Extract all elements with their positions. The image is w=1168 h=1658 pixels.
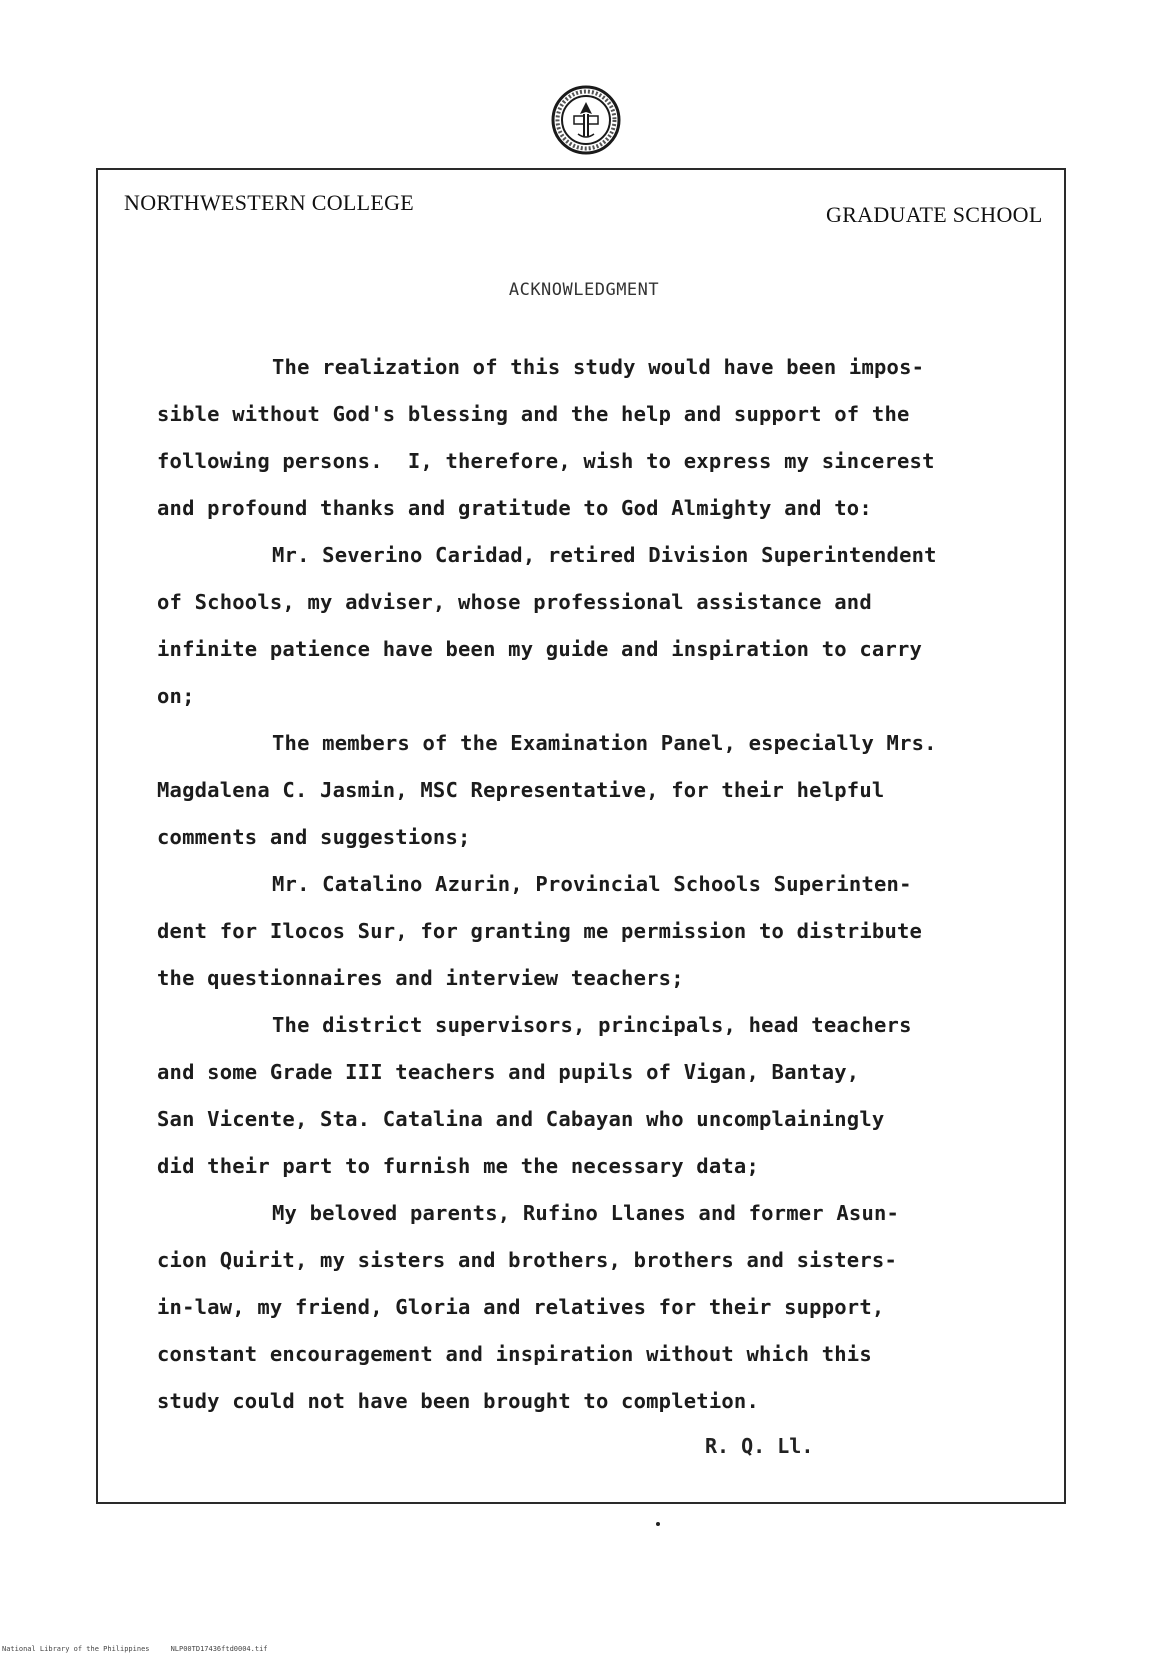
text-line: comments and suggestions;: [157, 825, 471, 849]
text-line: dent for Ilocos Sur, for granting me permission to distribute: [157, 919, 923, 943]
text-line: did their part to furnish me the necessary data;: [157, 1154, 760, 1178]
text-line: The realization of this study would have been impos-: [272, 355, 925, 379]
text-line: My beloved parents, Rufino Llanes and former Asun-: [272, 1201, 900, 1225]
page-title: ACKNOWLEDGMENT: [508, 280, 660, 300]
text-line: Mr. Severino Caridad, retired Division Superintendent: [272, 543, 937, 567]
text-line: on;: [157, 684, 195, 708]
text-line: Mr. Catalino Azurin, Provincial Schools Superinten-: [272, 872, 912, 896]
text-line: in-law, my friend, Gloria and relatives for their support,: [157, 1295, 885, 1319]
text-line: and some Grade III teachers and pupils of Vigan, Bantay,: [157, 1060, 860, 1084]
school-name: GRADUATE SCHOOL: [826, 202, 1043, 227]
college-seal-icon: [550, 84, 622, 156]
text-line: and profound thanks and gratitude to God Almighty and to:: [157, 496, 872, 520]
scan-footer: National Library of the Philippines NLP00TD17436ftd0004.tif: [2, 1645, 268, 1653]
acknowledgment-body: [157, 344, 1037, 1425]
text-line: cion Quirit, my sisters and brothers, brothers and sisters-: [157, 1248, 897, 1272]
text-line: constant encouragement and inspiration without which this: [157, 1342, 872, 1366]
text-line: study could not have been brought to completion.: [157, 1389, 760, 1413]
text-line: San Vicente, Sta. Catalina and Cabayan who uncomplainingly: [157, 1107, 885, 1131]
text-line: The district supervisors, principals, head teachers: [272, 1013, 912, 1037]
text-line: infinite patience have been my guide and inspiration to carry: [157, 637, 923, 661]
page-dot: [656, 1522, 660, 1526]
author-initials: R. Q. Ll.: [705, 1434, 814, 1458]
text-line: the questionnaires and interview teachers;: [157, 966, 684, 990]
text-line: sible without God's blessing and the help and support of the: [157, 402, 910, 426]
text-line: Magdalena C. Jasmin, MSC Representative, for their helpful: [157, 778, 885, 802]
text-line: following persons. I, therefore, wish to express my sincerest: [157, 449, 935, 473]
text-line: The members of the Examination Panel, especially Mrs.: [272, 731, 937, 755]
institution-name: NORTHWESTERN COLLEGE: [124, 190, 415, 215]
text-line: of Schools, my adviser, whose professional assistance and: [157, 590, 872, 614]
